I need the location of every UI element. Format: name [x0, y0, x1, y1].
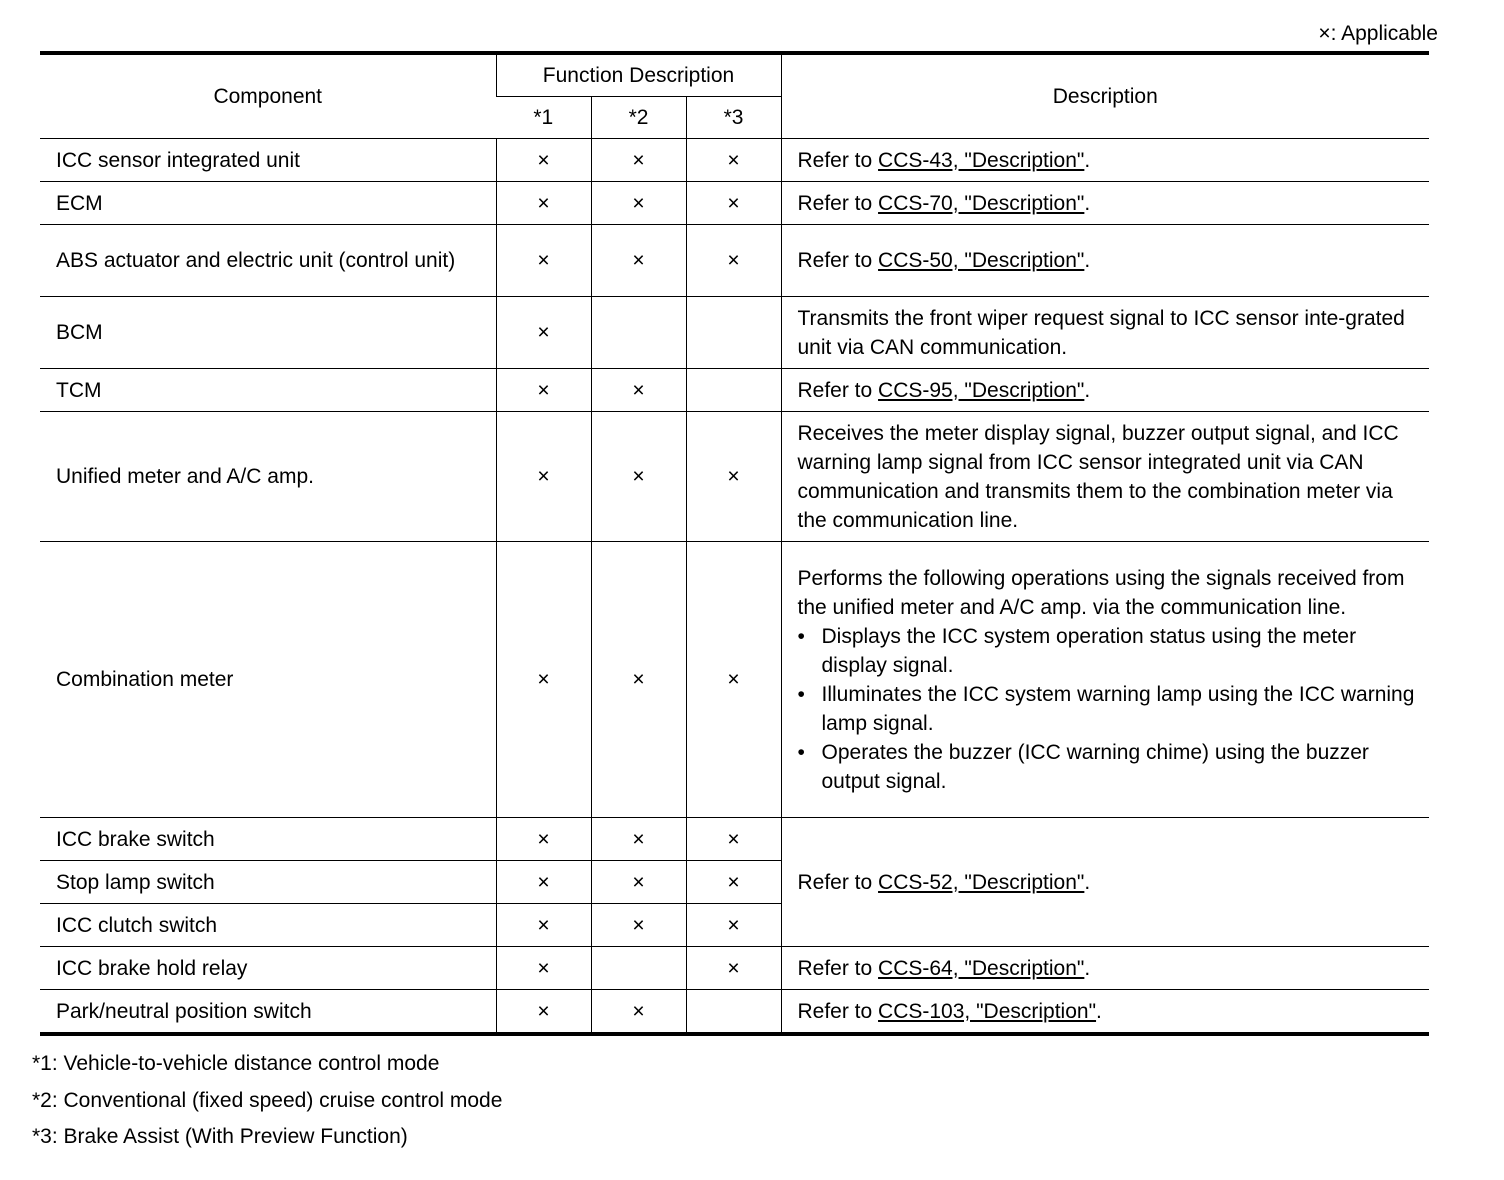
mark-cell: [686, 990, 781, 1035]
table-row: [40, 369, 1429, 412]
mark-cell: [686, 369, 781, 412]
mark-cell: ×: [496, 412, 591, 542]
bullet-list: [798, 622, 1420, 796]
description-intro: Performs the following operations using the signals received from the unified meter and A/C amp. via the communication line.: [797, 566, 1405, 619]
component-cell: ABS actuator and electric unit (control unit): [40, 225, 496, 297]
mark-cell: ×: [591, 182, 686, 225]
mark-cell: ×: [686, 412, 781, 542]
description-cell: Receives the meter display signal, buzzer output signal, and ICC warning lamp signal from ICC sensor integrated unit via CAN communication and transmits them to the combination meter via the communication line.: [781, 412, 1429, 542]
table-row: [40, 818, 1429, 861]
mark-cell: [591, 297, 686, 369]
component-cell: ICC brake switch: [40, 818, 496, 861]
component-cell: BCM: [40, 297, 496, 369]
table-row: [40, 297, 1429, 369]
list-item: • Operates the buzzer (ICC warning chime) using the buzzer output signal.: [798, 738, 1420, 796]
component-cell: ECM: [40, 182, 496, 225]
mark-cell: ×: [686, 542, 781, 818]
reference-link[interactable]: CCS-52, "Description": [878, 870, 1085, 894]
bullet-icon: •: [797, 740, 805, 764]
mark-cell: ×: [591, 139, 686, 182]
component-function-table: [40, 51, 1429, 1036]
header-description: Description: [781, 53, 1429, 139]
header-mode-1: *1: [496, 97, 591, 139]
mark-cell: ×: [591, 904, 686, 947]
mark-cell: ×: [591, 225, 686, 297]
description-cell: Transmits the front wiper request signal to ICC sensor inte-grated unit via CAN communication.: [781, 297, 1429, 369]
mark-cell: ×: [591, 818, 686, 861]
description-cell: Refer to CCS-64, "Description".: [781, 947, 1429, 990]
header-mode-2: *2: [591, 97, 686, 139]
component-cell: ICC sensor integrated unit: [40, 139, 496, 182]
list-item: • Illuminates the ICC system warning lamp using the ICC warning lamp signal.: [798, 680, 1420, 738]
list-item: • Displays the ICC system operation status using the meter display signal.: [798, 622, 1420, 680]
mark-cell: ×: [686, 947, 781, 990]
mark-cell: [591, 947, 686, 990]
mark-cell: ×: [496, 861, 591, 904]
mark-cell: ×: [591, 412, 686, 542]
table-row: [40, 139, 1429, 182]
mark-cell: ×: [496, 904, 591, 947]
description-cell: Refer to CCS-95, "Description".: [781, 369, 1429, 412]
footnote-mode-2: *2: Conventional (fixed speed) cruise control mode: [32, 1088, 503, 1112]
mark-cell: ×: [686, 139, 781, 182]
mark-cell: ×: [686, 904, 781, 947]
component-cell: Park/neutral position switch: [40, 990, 496, 1035]
header-component: Component: [40, 53, 496, 139]
footnote-mode-1: *1: Vehicle-to-vehicle distance control mode: [32, 1052, 440, 1075]
reference-link[interactable]: CCS-50, "Description": [878, 249, 1085, 272]
table-row: [40, 412, 1429, 542]
mark-cell: ×: [496, 542, 591, 818]
footnotes: [32, 1046, 502, 1156]
description-cell: Refer to CCS-70, "Description".: [781, 182, 1429, 225]
applicable-legend: ×: Applicable: [1318, 22, 1438, 45]
mark-cell: ×: [496, 990, 591, 1035]
mark-cell: ×: [591, 542, 686, 818]
mark-cell: ×: [686, 182, 781, 225]
component-cell: Stop lamp switch: [40, 861, 496, 904]
mark-cell: ×: [496, 139, 591, 182]
mark-cell: ×: [686, 818, 781, 861]
header-function-description: Function Description: [496, 53, 781, 97]
mark-cell: ×: [591, 861, 686, 904]
table-row: [40, 542, 1429, 818]
description-cell: Refer to CCS-50, "Description".: [781, 225, 1429, 297]
table-row: [40, 225, 1429, 297]
description-cell: [781, 542, 1429, 818]
reference-link[interactable]: CCS-70, "Description": [878, 191, 1085, 215]
bullet-icon: •: [797, 624, 805, 648]
mark-cell: ×: [496, 297, 591, 369]
component-cell: TCM: [40, 369, 496, 412]
description-cell: Refer to CCS-103, "Description".: [781, 990, 1429, 1035]
reference-link[interactable]: CCS-64, "Description": [878, 956, 1085, 980]
component-cell: Unified meter and A/C amp.: [40, 412, 496, 542]
table-row: [40, 990, 1429, 1035]
table-row: [40, 182, 1429, 225]
mark-cell: ×: [496, 225, 591, 297]
component-cell: ICC clutch switch: [40, 904, 496, 947]
footnote-mode-3: *3: Brake Assist (With Preview Function): [32, 1125, 408, 1148]
header-mode-3: *3: [686, 97, 781, 139]
reference-link[interactable]: CCS-43, "Description": [878, 148, 1085, 172]
mark-cell: ×: [686, 861, 781, 904]
mark-cell: ×: [496, 182, 591, 225]
mark-cell: ×: [591, 369, 686, 412]
mark-cell: ×: [496, 818, 591, 861]
reference-link[interactable]: CCS-103, "Description": [878, 999, 1097, 1023]
mark-cell: [686, 297, 781, 369]
description-cell: Refer to CCS-43, "Description".: [781, 139, 1429, 182]
mark-cell: ×: [496, 369, 591, 412]
reference-link[interactable]: CCS-95, "Description": [878, 378, 1085, 402]
description-cell: Refer to CCS-52, "Description".: [781, 818, 1429, 947]
mark-cell: ×: [591, 990, 686, 1035]
bullet-icon: •: [797, 682, 805, 706]
mark-cell: ×: [686, 225, 781, 297]
component-cell: Combination meter: [40, 542, 496, 818]
component-cell: ICC brake hold relay: [40, 947, 496, 990]
table-row: [40, 947, 1429, 990]
mark-cell: ×: [496, 947, 591, 990]
